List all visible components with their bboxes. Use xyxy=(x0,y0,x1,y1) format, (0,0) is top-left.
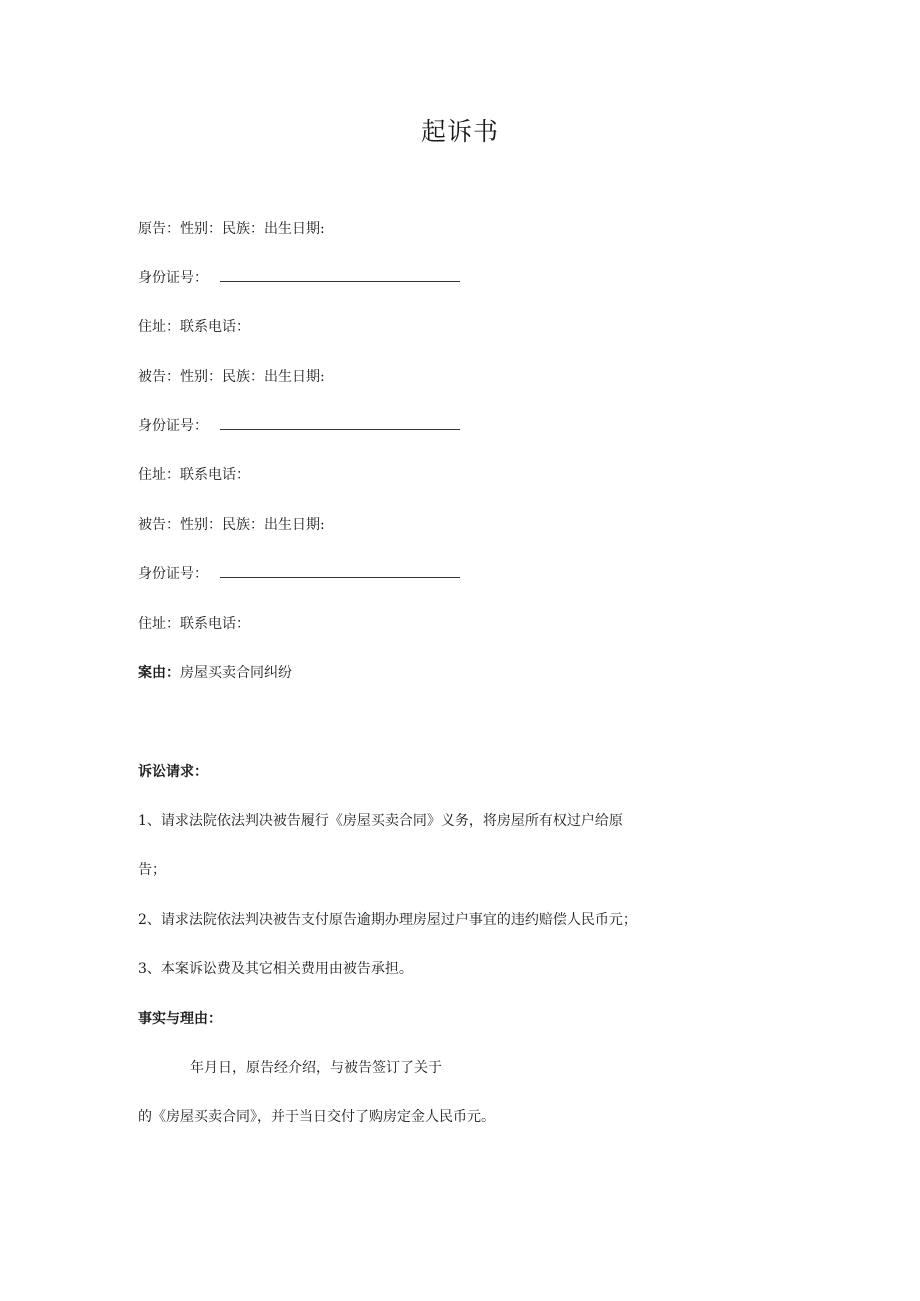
plaintiff-info: 原告：性别：民族：出生日期: xyxy=(138,221,325,237)
plaintiff-id-label: 身份证号： xyxy=(138,270,208,286)
claim-item-2: 2、请求法院依法判决被告支付原告逾期办理房屋过户事宜的违约赔偿人民币元； xyxy=(138,912,637,928)
defendant2-address: 住址：联系电话： xyxy=(138,616,250,632)
plaintiff-id-blank xyxy=(220,269,460,282)
case-cause xyxy=(138,663,292,683)
document-title: 起诉书 xyxy=(420,117,499,146)
defendant1-id-blank xyxy=(220,417,460,430)
defendant2-id-blank xyxy=(220,565,460,578)
defendant1-id-label: 身份证号： xyxy=(138,418,208,434)
defendant2-id-label: 身份证号： xyxy=(138,566,208,582)
plaintiff-id-row xyxy=(138,268,460,288)
facts-line-2: 的《房屋买卖合同》，并于当日交付了购房定金人民币元。 xyxy=(138,1109,495,1125)
defendant2-id-row xyxy=(138,564,460,584)
defendant2-info: 被告：性别：民族：出生日期: xyxy=(138,517,325,533)
plaintiff-address: 住址：联系电话： xyxy=(138,319,250,335)
facts-heading: 事实与理由： xyxy=(138,1011,222,1027)
claim-item-1-line-2: 告； xyxy=(138,862,166,878)
defendant1-info: 被告：性别：民族：出生日期: xyxy=(138,369,325,385)
case-value: 房屋买卖合同纠纷 xyxy=(180,665,292,681)
facts-line-1: 年月日，原告经介绍，与被告签订了关于 xyxy=(190,1060,442,1076)
defendant1-address: 住址：联系电话： xyxy=(138,467,250,483)
case-label: 案由： xyxy=(138,665,180,681)
claim-item-3: 3、本案诉讼费及其它相关费用由被告承担。 xyxy=(138,961,413,977)
claim-item-1-line-1: 1、请求法院依法判决被告履行《房屋买卖合同》义务，将房屋所有权过户给原 xyxy=(138,813,623,829)
defendant1-id-row xyxy=(138,416,460,436)
claims-heading: 诉讼请求： xyxy=(138,764,208,780)
